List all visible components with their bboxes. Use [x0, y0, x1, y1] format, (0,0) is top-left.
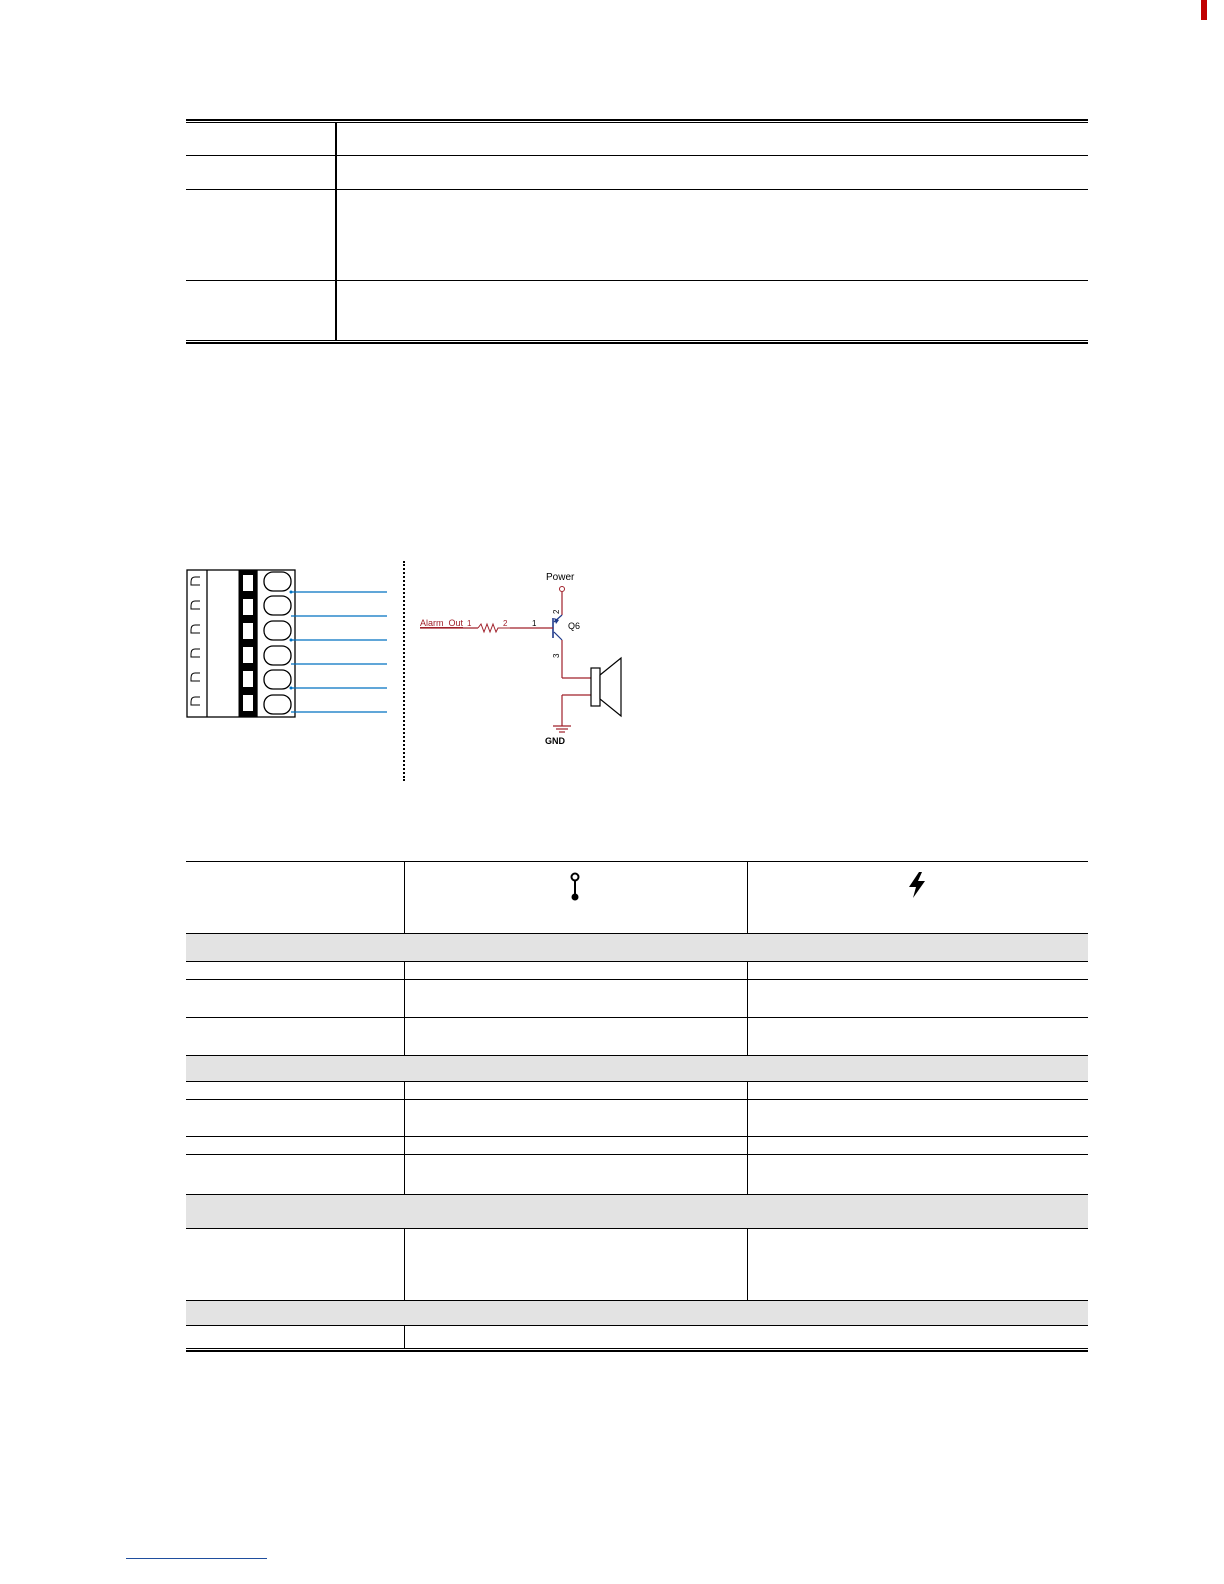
emitter-pin: 3	[552, 653, 561, 658]
resistor-pin-out: 2	[503, 619, 508, 628]
page-edge-bar	[1201, 0, 1207, 20]
ground-label: GND	[545, 736, 565, 746]
lightning-icon	[906, 871, 928, 899]
footer-link-underline[interactable]	[126, 1558, 267, 1559]
collector-pin: 2	[552, 609, 561, 614]
alarm-out-circuit-schematic	[410, 560, 650, 760]
transistor-label: Q6	[568, 621, 581, 631]
diagram-divider	[403, 561, 405, 781]
resistor-pin-in: 1	[467, 619, 472, 628]
power-label: Power	[546, 572, 575, 583]
terminal-block-diagram	[180, 555, 410, 785]
base-pin: 1	[532, 619, 537, 628]
alarm-out-label: Alarm_Out	[420, 618, 464, 628]
dry-contact-icon	[567, 872, 583, 902]
